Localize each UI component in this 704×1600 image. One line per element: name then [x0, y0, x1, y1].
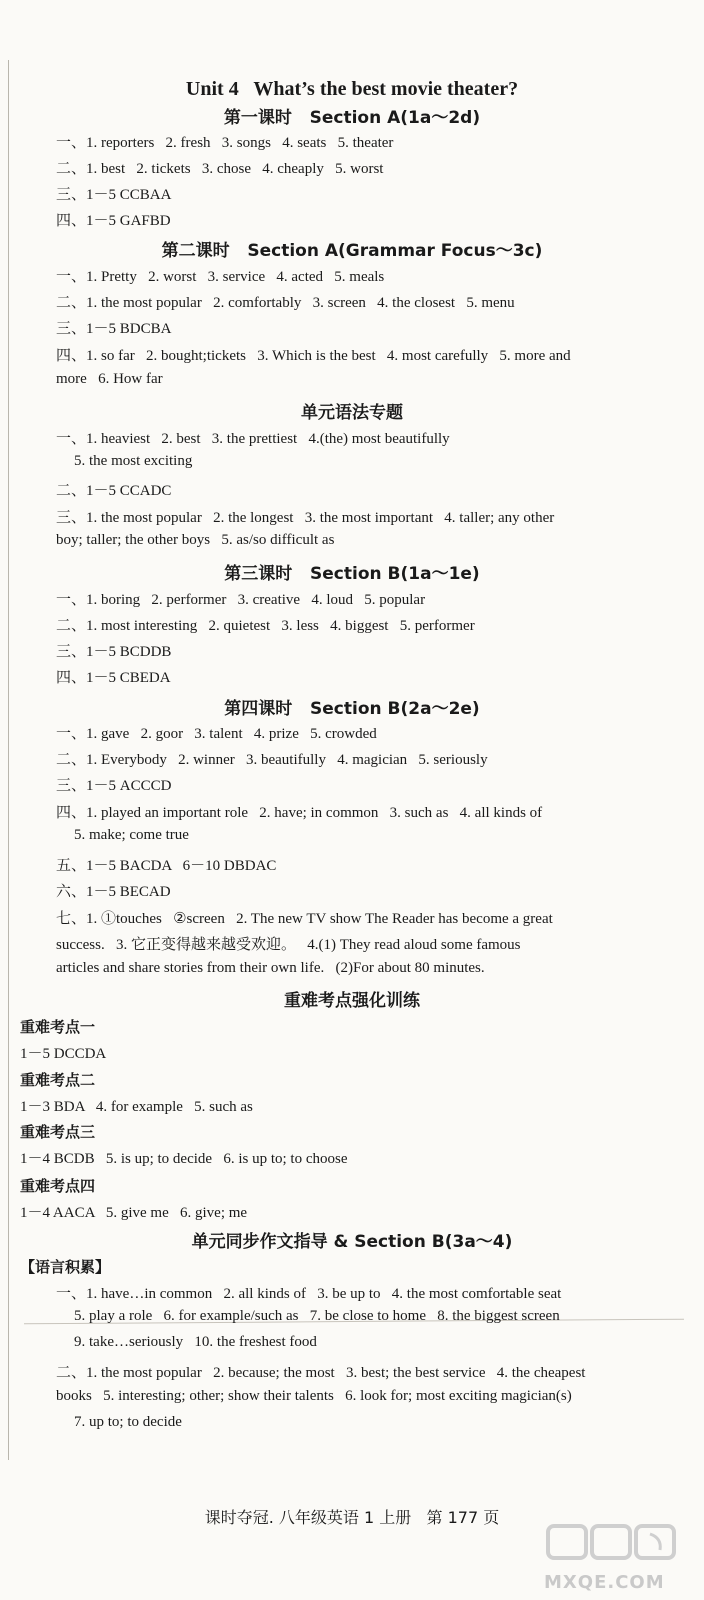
- answer-line: 一、1. Pretty 2. worst 3. service 4. acted 5. meals: [56, 269, 385, 285]
- section-heading: 重难考点强化训练: [284, 991, 420, 1011]
- answer-line: 三、1－5 BDCBA: [56, 321, 172, 337]
- answer-line: 三、1－5 CCBAA: [56, 187, 172, 203]
- answer-line: 二、1. the most popular 2. comfortably 3. screen 4. the closest 5. menu: [56, 295, 515, 311]
- answer-line: articles and share stories from their own life. (2)For about 80 minutes.: [56, 960, 485, 976]
- section-heading: 第一课时 Section A(1a～2d): [223, 108, 481, 128]
- answer-line: 一、1. boring 2. performer 3. creative 4. loud 5. popular: [56, 592, 426, 608]
- unit-title: Unit 4 What’s the best movie theater?: [185, 78, 519, 100]
- answer-line: 四、1. played an important role 2. have; in common 3. such as 4. all kinds of: [56, 805, 543, 821]
- answer-line: 1－4 AACA 5. give me 6. give; me: [20, 1205, 248, 1221]
- answer-line: 5. play a role 6. for example/such as 7. be close to home 8. the biggest screen: [74, 1308, 560, 1324]
- answer-line: 五、1－5 BACDA 6－10 DBDAC: [56, 858, 277, 874]
- subheading: 【语言积累】: [20, 1258, 111, 1276]
- answer-line: 9. take…seriously 10. the freshest food: [74, 1334, 317, 1350]
- subheading: 重难考点三: [20, 1123, 96, 1141]
- answer-line: 5. the most exciting: [74, 453, 193, 469]
- page-footer: 课时夺冠. 八年级英语 1 上册 第 177 页: [204, 1508, 500, 1527]
- answer-line: 三、1. the most popular 2. the longest 3. the most important 4. taller; any other: [56, 510, 555, 526]
- answer-line: boy; taller; the other boys 5. as/so difficult as: [56, 532, 335, 548]
- answer-line: 三、1－5 ACCCD: [56, 778, 172, 794]
- answer-line: books 5. interesting; other; show their talents 6. look for; most exciting magician(s): [56, 1388, 572, 1404]
- answer-line: 1－3 BDA 4. for example 5. such as: [20, 1099, 253, 1115]
- answer-line: 1－5 DCCDA: [20, 1046, 107, 1062]
- section-heading: 单元语法专题: [301, 403, 403, 423]
- answer-line: more 6. How far: [56, 371, 163, 387]
- answer-line: 7. up to; to decide: [74, 1414, 182, 1430]
- answer-line: 一、1. heaviest 2. best 3. the prettiest 4.(the) most beautifully: [56, 431, 450, 447]
- subheading: 重难考点一: [20, 1018, 96, 1036]
- answer-line: 七、1. ①touches ②screen 2. The new TV show The Reader has become a great: [56, 911, 553, 927]
- answer-line: 六、1－5 BECAD: [56, 884, 171, 900]
- section-heading: 第二课时 Section A(Grammar Focus～3c): [161, 241, 543, 261]
- section-heading: 第三课时 Section B(1a～1e): [224, 564, 480, 584]
- answer-line: 二、1. the most popular 2. because; the most 3. best; the best service 4. the cheapest: [56, 1365, 586, 1381]
- section-heading: 单元同步作文指导 & Section B(3a～4): [191, 1232, 513, 1252]
- answer-line: 二、1. best 2. tickets 3. chose 4. cheaply 5. worst: [56, 161, 384, 177]
- watermark-text: MXQE.COM: [544, 1572, 665, 1593]
- answer-line: 5. make; come true: [74, 827, 189, 843]
- subheading: 重难考点四: [20, 1177, 96, 1195]
- subheading: 重难考点二: [20, 1071, 96, 1089]
- answer-line: 一、1. gave 2. goor 3. talent 4. prize 5. crowded: [56, 726, 377, 742]
- answer-line: 1－4 BCDB 5. is up; to decide 6. is up to; to choose: [20, 1151, 348, 1167]
- answer-line: 一、1. have…in common 2. all kinds of 3. be up to 4. the most comfortable seat: [56, 1286, 562, 1302]
- answer-line: 四、1－5 CBEDA: [56, 670, 171, 686]
- answer-line: success. 3. 它正变得越来越受欢迎。 4.(1) They read aloud some famous: [56, 937, 521, 953]
- answer-line: 四、1. so far 2. bought;tickets 3. Which is the best 4. most carefully 5. more and: [56, 348, 571, 364]
- section-heading: 第四课时 Section B(2a～2e): [224, 699, 480, 719]
- answer-line: 二、1. Everybody 2. winner 3. beautifully 4. magician 5. seriously: [56, 752, 488, 768]
- answer-line: 二、1－5 CCADC: [56, 483, 172, 499]
- answer-line: 三、1－5 BCDDB: [56, 644, 172, 660]
- answer-line: 二、1. most interesting 2. quietest 3. less 4. biggest 5. performer: [56, 618, 475, 634]
- answer-line: 四、1－5 GAFBD: [56, 213, 171, 229]
- answer-line: 一、1. reporters 2. fresh 3. songs 4. seats 5. theater: [56, 135, 394, 151]
